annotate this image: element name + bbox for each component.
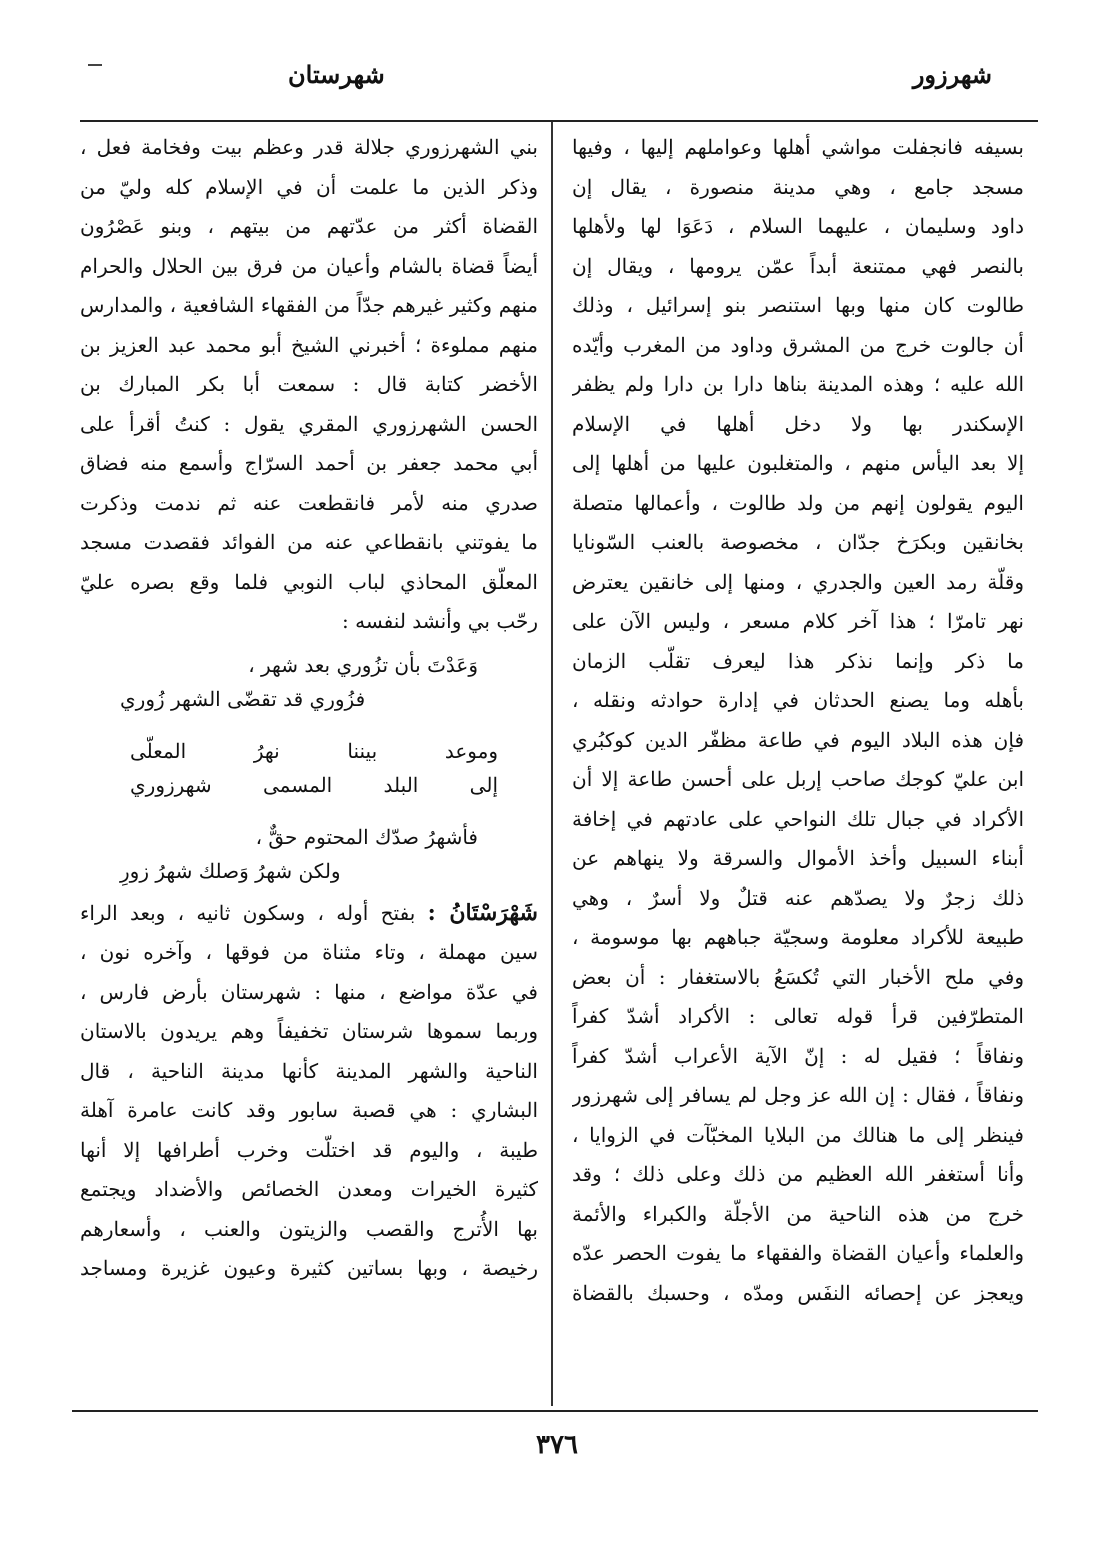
- text-line: أن جالوت خرج من المشرق وداود من المغرب وأيّده: [572, 332, 1024, 357]
- bottom-rule: [72, 1410, 1038, 1412]
- header-left-title: شهرستان: [288, 60, 385, 89]
- top-rule: [80, 120, 1038, 122]
- text-line: الناحية والشهر المدينة كأنها مدينة الناحية ، قال: [80, 1058, 538, 1083]
- text-line: في عدّة مواضع ، منها : شهرستان بأرض فارس ،: [80, 979, 538, 1004]
- text-line: والعلماء وأعيان القضاة والفقهاء ما يفوت الحصر عدّه: [572, 1241, 1024, 1265]
- text-line: الأخضر كتابة قال : سمعت أبا بكر المبارك بن: [80, 372, 538, 396]
- text-line: فينظر إلى ما هنالك من البلايا المخبّآت في الزوايا ،: [572, 1122, 1024, 1147]
- text-line: وربما سموها شرستان تخفيفاً وهم يريدون بالاستان: [80, 1019, 538, 1043]
- text-line: الإسكندر بها ولا دخل أهلها في الإسلام: [572, 411, 1024, 436]
- text-line: بالنصر فهي ممتنعة أبداً عمّن يرومها ، ويقال إن: [572, 253, 1024, 278]
- text-line: أبناء السبيل وأخذ الأموال والسرقة ولا ينهاهم عن: [572, 846, 1024, 870]
- text-line: ويعجز عن إحصائه النفَس ومدّه ، وحسبك بالقضاة: [572, 1280, 1024, 1305]
- text-line: البشاري : هي قصبة سابور وقد كانت عامرة آهلة: [80, 1098, 538, 1122]
- text-line: خرج من هذه الناحية من الأجلّة والكبراء والأئمة: [572, 1201, 1024, 1226]
- text-line: إلا بعد اليأس منهم ، والمتغلبون عليها من أهلها إلى: [572, 451, 1024, 475]
- poem: [80, 648, 538, 888]
- verse-line: ولكن شهرُ وَصلك شهرُ زورِ: [120, 858, 341, 883]
- text-line: نهر تامرّا ؛ هذا آخر كلام مسعر ، وليس الآن على: [572, 609, 1024, 633]
- text-line: وأنا أستغفر الله العظيم من ذلك وعلى ذلك ؛ وقد: [572, 1162, 1024, 1186]
- entry-first-line-text: بفتح أوله ، وسكون ثانيه ، وبعد الراء: [80, 900, 416, 925]
- text-line: بسيفه فانجفلت مواشي أهلها وعواملهم إليها ، وفيها: [572, 135, 1024, 159]
- text-line: رخيصة ، وبها بساتين كثيرة وعيون غزيرة ومساجد: [80, 1256, 538, 1280]
- text-line: بني الشهرزوري جلالة قدر وعظم بيت وفخامة فعل ،: [80, 135, 538, 159]
- text-line: الحسن الشهرزوري المقري يقول : كنتُ أقرأ على: [80, 411, 538, 436]
- verse-line: وَعَدْتَ بأن تزُوري بعد شهر ،: [248, 652, 478, 677]
- left-column: [80, 128, 538, 1289]
- text-line: وفي ملح الأخبار التي تُكسَعُ بالاستغفار : أن بعض: [572, 964, 1024, 989]
- text-line: اليوم يقولون إنهم من ولد طالوت ، وأعمالها متصلة: [572, 490, 1024, 515]
- text-line: الله عليه ؛ وهذه المدينة بناها دارا بن دارا ولم يظفر: [572, 372, 1024, 396]
- text-line: فإن هذه البلاد اليوم في طاعة مظفّر الدين كوكبُري: [572, 727, 1024, 752]
- text-line: أبي محمد جعفر بن أحمد السرّاج وأسمع منه فضاق: [80, 451, 538, 475]
- header-right-title: شهرزور: [912, 60, 992, 89]
- text-line: بأهله وما يصنع الحدثان في إدارة حوادثه ونقله ،: [572, 688, 1024, 712]
- scan-mark: [88, 64, 102, 66]
- text-line: ما يفوتني بانقطاعي عنه من الفوائد فقصدت مسجد: [80, 530, 538, 554]
- text-line: ما ذكر وإنما نذكر هذا ليعرف تقلّب الزمان: [572, 648, 1024, 673]
- text-line: ونفاقاً ؛ فقيل له : إنّ الآية الأعراب أشدّ كفراً: [572, 1043, 1024, 1068]
- text-line: منهم وكثير غيرهم جدّاً من الفقهاء الشافعية ، والمدارس: [80, 293, 538, 317]
- verse-line: وموعد بيننا نهرُ المعلّى: [130, 738, 498, 763]
- text-line: المعلّق المحاذي لباب النوبي فلما وقع بصره عليّ: [80, 569, 538, 594]
- entry-first-line: [80, 894, 538, 934]
- text-line: المتطرّفين قرأ قوله تعالى : الأكراد أشدّ كفراً: [572, 1004, 1024, 1028]
- text-line: ذلك زجرٌ ولا يصدّهم عنه قتلٌ ولا أسرٌ ، وهي: [572, 885, 1024, 910]
- text-line: بها الأُترج والقصب والزيتون والعنب ، وأسعارهم: [80, 1216, 538, 1241]
- text-line: منهم مملوءة ؛ أخبرني الشيخ أبو محمد عبد العزيز بن: [80, 332, 538, 357]
- right-column: [572, 128, 1024, 1313]
- text-line: ونفاقاً ، فقال : إن الله عز وجل لم يسافر إلى شهرزور: [572, 1083, 1024, 1107]
- text-line: رحّب بي وأنشد لنفسه :: [342, 609, 538, 633]
- text-line: طبيعة للأكراد معلومة وسجيّة جباههم بها موسومة ،: [572, 925, 1024, 949]
- text-line: الأكراد في جبال تلك النواحي على عادتهم في إخافة: [572, 806, 1024, 831]
- text-line: طيبة ، واليوم قد اختلّت وخرب أطرافها إلا أنها: [80, 1137, 538, 1162]
- text-line: كثيرة الخيرات ومعدن الخصائص والأضداد ويجتمع: [80, 1177, 538, 1201]
- page-number: ٣٧٦: [536, 1430, 578, 1460]
- text-line: طالوت كان منها وبها استنصر بنو إسرائيل ، وذلك: [572, 293, 1024, 317]
- text-line: مسجد جامع ، وهي مدينة منصورة ، يقال إن: [572, 174, 1024, 199]
- text-line: سين مهملة ، وتاء مثناة من فوقها ، وآخره نون ،: [80, 940, 538, 964]
- text-line: القضاة أكثر من عدّتهم من بيتهم ، وبنو عَصْرُون: [80, 214, 538, 238]
- text-line: داود وسليمان ، عليهما السلام ، دَعَوَا لها ولأهلها: [572, 214, 1024, 238]
- column-divider: [551, 122, 553, 1406]
- entry-headword: شَهْرَسْتَانُ :: [427, 899, 538, 926]
- verse-line: فزُوري قد تقضّى الشهر زُوري: [120, 686, 366, 711]
- text-line: ابن عليّ كوجك صاحب إربل على أحسن طاعة إلا أن: [572, 767, 1024, 791]
- verse-line: إلى البلد المسمى شهرزوري: [130, 772, 498, 797]
- text-line: أيضاً قضاة بالشام وأعيان من فرق بين الحلال والحرام: [80, 253, 538, 278]
- text-line: وقلّة رمد العين والجدري ، ومنها إلى خانقين يعترض: [572, 569, 1024, 594]
- verse-line: فأشهرُ صدّك المحتوم حقٌّ ،: [255, 824, 478, 849]
- text-line: وذكر الذين ما علمت أن في الإسلام كله وليّ من: [80, 174, 538, 199]
- text-line: صدري منه لأمر فانقطعت عنه ثم ندمت وذكرت: [80, 490, 538, 515]
- text-line: بخانقين وبكرَخ جدّان ، مخصوصة بالعنب السّونايا: [572, 530, 1024, 554]
